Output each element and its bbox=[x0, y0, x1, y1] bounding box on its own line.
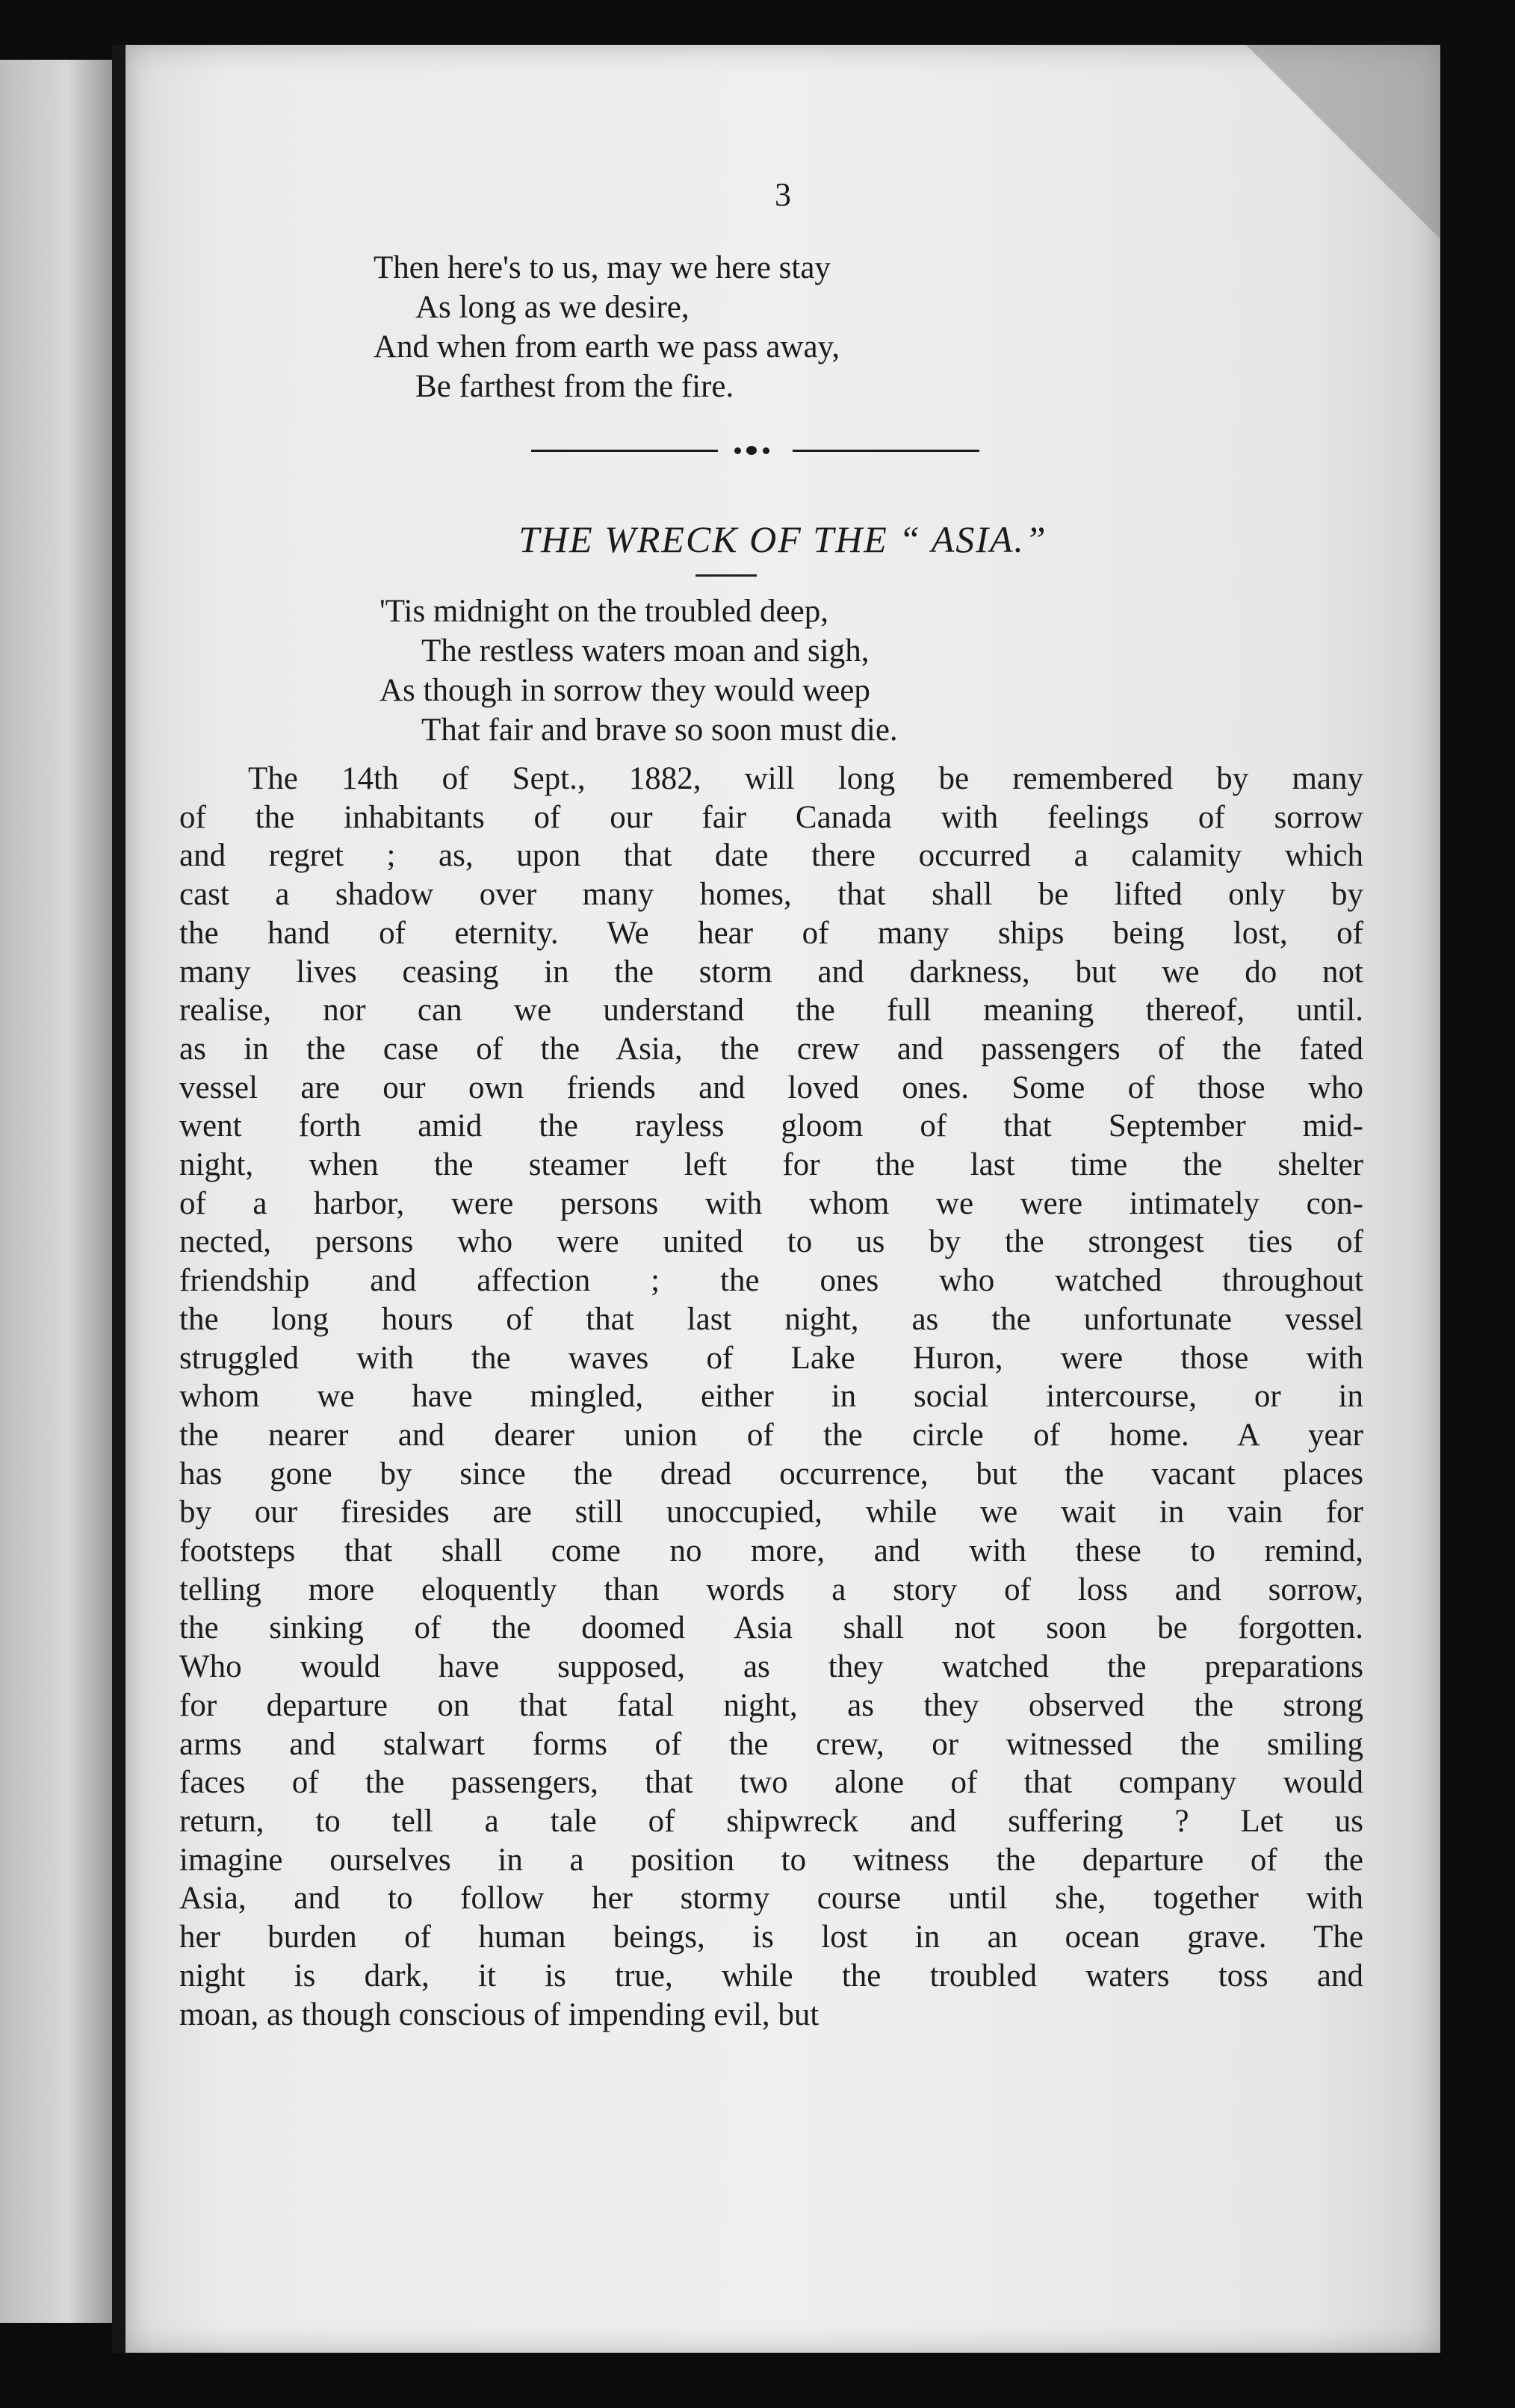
binding-gutter bbox=[112, 45, 126, 2353]
body-line: nected, persons who were united to us by the strongest ties of bbox=[179, 1224, 1363, 1260]
section-title: THE WRECK OF THE “ ASIA.” bbox=[518, 518, 1047, 560]
document-page bbox=[126, 45, 1440, 2353]
verse-line: Then here's to us, may we here stay bbox=[374, 250, 831, 285]
body-line: footsteps that shall come no more, and with these to remind, bbox=[179, 1533, 1363, 1569]
body-line: has gone by since the dread occurrence, but the vacant places bbox=[179, 1456, 1363, 1492]
body-line: the hand of eternity. We hear of many ships being lost, of bbox=[179, 915, 1363, 951]
verse-line: The restless waters moan and sigh, bbox=[421, 633, 870, 668]
verse-line: As though in sorrow they would weep bbox=[379, 673, 870, 708]
body-line: night is dark, it is true, while the troubled waters toss and bbox=[179, 1958, 1363, 1993]
body-line: faces of the passengers, that two alone of that company would bbox=[179, 1765, 1363, 1801]
body-line: return, to tell a tale of shipwreck and suffering ? Let us bbox=[179, 1803, 1363, 1839]
epigraph-verse bbox=[379, 592, 898, 750]
divider-rule-left bbox=[531, 450, 718, 452]
body-line: the nearer and dearer union of the circle of home. A year bbox=[179, 1417, 1363, 1453]
body-line: as in the case of the Asia, the crew and passengers of the fated bbox=[179, 1031, 1363, 1067]
title-underline bbox=[695, 574, 757, 577]
body-line: imagine ourselves in a position to witness the departure of the bbox=[179, 1842, 1363, 1878]
body-line: many lives ceasing in the storm and darkness, but we do not bbox=[179, 954, 1363, 990]
section-divider bbox=[531, 446, 979, 455]
body-line: night, when the steamer left for the last time the shelter bbox=[179, 1147, 1363, 1183]
body-line: of the inhabitants of our fair Canada with feelings of sorrow bbox=[179, 799, 1363, 835]
body-line: arms and stalwart forms of the crew, or witnessed the smiling bbox=[179, 1726, 1363, 1762]
body-line: of a harbor, were persons with whom we were intimately con- bbox=[179, 1185, 1363, 1221]
divider-ornament bbox=[733, 446, 778, 455]
divider-rule-right bbox=[793, 450, 979, 452]
facing-page-edge bbox=[0, 60, 112, 2323]
body-line: the sinking of the doomed Asia shall not soon be forgotten. bbox=[179, 1610, 1363, 1646]
body-line: and regret ; as, upon that date there occurred a calamity which bbox=[179, 838, 1363, 874]
verse-line: And when from earth we pass away, bbox=[374, 329, 840, 364]
verse-line: As long as we desire, bbox=[415, 290, 690, 325]
body-line: cast a shadow over many homes, that shall be lifted only by bbox=[179, 877, 1363, 913]
body-line: by our firesides are still unoccupied, while we wait in vain for bbox=[179, 1495, 1363, 1530]
body-line: Asia, and to follow her stormy course until she, together with bbox=[179, 1881, 1363, 1917]
body-line: Who would have supposed, as they watched the preparations bbox=[179, 1649, 1363, 1685]
body-line: moan, as though conscious of impending evil, but bbox=[179, 1996, 820, 2032]
body-line: struggled with the waves of Lake Huron, were those with bbox=[179, 1340, 1363, 1376]
page-number: 3 bbox=[775, 176, 791, 213]
verse-line: That fair and brave so soon must die. bbox=[421, 713, 898, 748]
body-line: the long hours of that last night, as the unfortunate vessel bbox=[179, 1301, 1363, 1337]
body-paragraph bbox=[179, 760, 1363, 2034]
body-line: went forth amid the rayless gloom of that September mid- bbox=[179, 1108, 1363, 1144]
body-line: vessel are our own friends and loved ones. Some of those who bbox=[179, 1070, 1363, 1105]
opening-verse bbox=[374, 248, 840, 406]
verse-line: Be farthest from the fire. bbox=[415, 369, 734, 404]
verse-line: 'Tis midnight on the troubled deep, bbox=[379, 594, 828, 629]
body-line: her burden of human beings, is lost in an ocean grave. The bbox=[179, 1920, 1363, 1955]
body-line: realise, nor can we understand the full meaning thereof, until. bbox=[179, 993, 1363, 1028]
body-line: for departure on that fatal night, as they observed the strong bbox=[179, 1687, 1363, 1723]
body-line: friendship and affection ; the ones who watched throughout bbox=[179, 1263, 1363, 1299]
body-line: telling more eloquently than words a story of loss and sorrow, bbox=[179, 1571, 1363, 1607]
body-line: The 14th of Sept., 1882, will long be remembered by many bbox=[248, 761, 1363, 796]
body-line: whom we have mingled, either in social intercourse, or in bbox=[179, 1379, 1363, 1415]
